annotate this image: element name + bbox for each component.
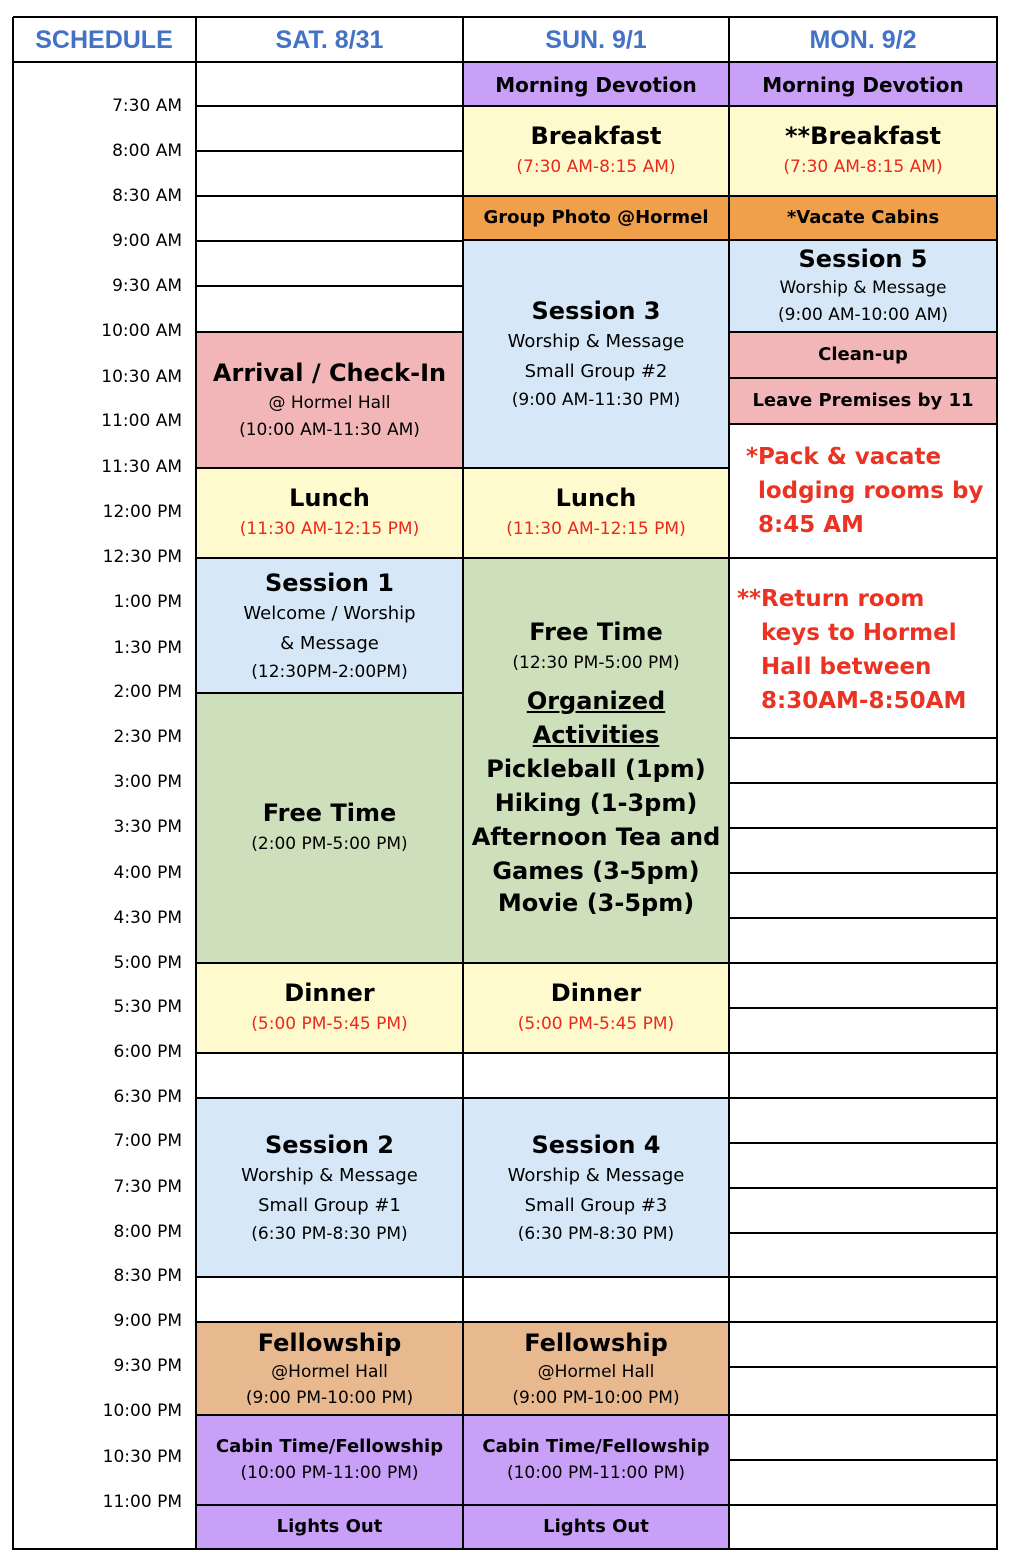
grid-line bbox=[729, 331, 997, 333]
time-label: 3:00 PM bbox=[113, 772, 182, 792]
grid-line bbox=[196, 557, 463, 559]
grid-line bbox=[463, 1097, 729, 1099]
grid-line bbox=[196, 150, 463, 152]
grid-line bbox=[729, 1459, 997, 1461]
sun-photo-block bbox=[463, 196, 729, 240]
sat-lunch-time: (11:30 AM-12:15 PM) bbox=[239, 519, 420, 539]
sat-session1-line2: & Message bbox=[280, 632, 379, 654]
sat-dinner-title: Dinner bbox=[284, 979, 375, 1007]
time-label: 11:00 AM bbox=[101, 411, 182, 431]
sat-cabin-block bbox=[196, 1415, 463, 1505]
sun-lights-title: Lights Out bbox=[543, 1516, 649, 1537]
sat-arrival-time: (10:00 AM-11:30 AM) bbox=[239, 420, 420, 440]
sun-dinner-block bbox=[463, 963, 729, 1053]
time-label: 6:00 PM bbox=[113, 1042, 182, 1062]
sun-breakfast-block bbox=[463, 106, 729, 196]
time-label: 4:30 PM bbox=[113, 908, 182, 928]
mon-session5-line1: Worship & Message bbox=[779, 278, 947, 298]
grid-line bbox=[729, 1366, 997, 1368]
sun-fellowship-time: (9:00 PM-10:00 PM) bbox=[512, 1387, 680, 1408]
mon-pack-note-line: *Pack & vacate bbox=[746, 444, 942, 470]
header-mon: MON. 9/2 bbox=[809, 26, 917, 54]
sun-dinner-time: (5:00 PM-5:45 PM) bbox=[517, 1014, 675, 1034]
time-label: 7:30 PM bbox=[113, 1177, 182, 1197]
grid-line bbox=[729, 1142, 997, 1144]
time-label: 1:30 PM bbox=[113, 638, 182, 658]
sun-devotion-block bbox=[463, 63, 729, 106]
sun-session4-time: (6:30 PM-8:30 PM) bbox=[517, 1223, 675, 1244]
grid-line bbox=[463, 1052, 729, 1054]
mon-leave-title: Leave Premises by 11 bbox=[752, 390, 974, 411]
time-label: 11:00 PM bbox=[102, 1492, 182, 1512]
sat-session2-title: Session 2 bbox=[265, 1130, 394, 1159]
sat-free-title: Free Time bbox=[262, 799, 397, 827]
sun-lunch-time: (11:30 AM-12:15 PM) bbox=[506, 519, 686, 539]
sun-fellowship-location: @Hormel Hall bbox=[537, 1361, 655, 1382]
grid-line bbox=[196, 285, 463, 287]
mon-keys-note-line: Hall between bbox=[761, 654, 932, 680]
sun-lunch-block bbox=[463, 468, 729, 558]
time-label: 12:30 PM bbox=[102, 547, 182, 567]
header-sat: SAT. 8/31 bbox=[275, 26, 384, 54]
time-label: 8:30 AM bbox=[112, 186, 182, 206]
sat-lunch-block bbox=[196, 468, 463, 558]
mon-keys-note-line: keys to Hormel bbox=[761, 620, 957, 646]
grid-line bbox=[196, 331, 463, 333]
grid-line bbox=[729, 557, 997, 559]
sun-breakfast-title: Breakfast bbox=[530, 122, 662, 150]
grid-line bbox=[729, 737, 997, 739]
mon-cleanup-block bbox=[729, 332, 997, 378]
sat-dinner-block bbox=[196, 963, 463, 1053]
mon-pack-note-line: 8:45 AM bbox=[758, 512, 864, 538]
mon-keys-note-line: 8:30AM-8:50AM bbox=[761, 688, 967, 714]
sun-activities-title: Organized Activities bbox=[526, 687, 666, 749]
grid-line bbox=[463, 105, 729, 107]
grid-line bbox=[463, 1414, 729, 1416]
grid-line bbox=[463, 557, 729, 559]
time-label: 9:30 PM bbox=[113, 1356, 182, 1376]
grid-line bbox=[196, 1321, 463, 1323]
sun-session3-time: (9:00 AM-11:30 PM) bbox=[511, 390, 681, 410]
time-label: 7:30 AM bbox=[112, 96, 182, 116]
time-label: 10:30 PM bbox=[102, 1447, 182, 1467]
grid-line bbox=[463, 962, 729, 964]
sat-session1-time: (12:30PM-2:00PM) bbox=[251, 661, 408, 682]
grid-line bbox=[196, 1052, 463, 1054]
time-label: 11:30 AM bbox=[101, 457, 182, 477]
grid-line bbox=[729, 1187, 997, 1189]
time-label: 2:00 PM bbox=[113, 682, 182, 702]
sat-lights-block bbox=[196, 1505, 463, 1549]
grid-line bbox=[196, 962, 463, 964]
grid-line bbox=[463, 467, 729, 469]
sun-session3-line1: Worship & Message bbox=[507, 331, 685, 352]
grid-line bbox=[729, 1232, 997, 1234]
sun-session4-line2: Small Group #3 bbox=[524, 1194, 668, 1216]
sat-free-time-block bbox=[196, 693, 463, 963]
sat-session2-line1: Worship & Message bbox=[241, 1164, 418, 1186]
grid-line bbox=[196, 1276, 463, 1278]
sun-session4-title: Session 4 bbox=[531, 1130, 661, 1159]
sat-session2-line2: Small Group #1 bbox=[258, 1194, 401, 1216]
sat-arrival-location: @ Hormel Hall bbox=[268, 393, 391, 413]
time-label: 9:00 PM bbox=[113, 1311, 182, 1331]
grid-line bbox=[729, 872, 997, 874]
sun-lunch-title: Lunch bbox=[555, 484, 637, 512]
sat-lights-title: Lights Out bbox=[276, 1516, 383, 1537]
sat-fellowship-block bbox=[196, 1322, 463, 1415]
sat-session2-block bbox=[196, 1098, 463, 1277]
time-label: 4:00 PM bbox=[113, 863, 182, 883]
sun-activity-item: Games (3-5pm) bbox=[492, 857, 700, 885]
grid-line bbox=[13, 1548, 998, 1550]
sun-activity-item: Movie (3-5pm) bbox=[497, 889, 695, 917]
sat-session1-title: Session 1 bbox=[265, 568, 394, 597]
grid-line bbox=[196, 1504, 463, 1506]
time-label: 5:00 PM bbox=[113, 953, 182, 973]
sun-dinner-title: Dinner bbox=[550, 979, 642, 1007]
time-label: 6:30 PM bbox=[113, 1087, 182, 1107]
grid-line bbox=[463, 195, 729, 197]
sun-activity-item: Pickleball (1pm) bbox=[486, 755, 706, 783]
sun-free-title: Free Time bbox=[529, 618, 663, 646]
time-label: 10:30 AM bbox=[101, 367, 182, 387]
grid-line bbox=[729, 782, 997, 784]
sat-cabin-time: (10:00 PM-11:00 PM) bbox=[240, 1463, 419, 1483]
grid-line bbox=[463, 1276, 729, 1278]
grid-line bbox=[196, 240, 463, 242]
grid-line bbox=[729, 1007, 997, 1009]
grid-line bbox=[196, 1414, 463, 1416]
grid-line bbox=[729, 105, 997, 107]
sat-lunch-title: Lunch bbox=[289, 484, 370, 512]
grid-line bbox=[12, 17, 14, 1550]
mon-breakfast-title: **Breakfast bbox=[784, 122, 942, 150]
sat-cabin-title: Cabin Time/Fellowship bbox=[215, 1436, 444, 1457]
grid-line bbox=[729, 827, 997, 829]
sun-session4-block bbox=[463, 1098, 729, 1277]
time-label: 1:00 PM bbox=[113, 592, 182, 612]
sun-free-time-block bbox=[463, 558, 729, 963]
grid-line bbox=[13, 61, 998, 63]
grid-line bbox=[729, 962, 997, 964]
mon-pack-note-line: lodging rooms by bbox=[758, 478, 984, 504]
grid-line bbox=[463, 1321, 729, 1323]
sat-session1-block bbox=[196, 558, 463, 693]
sun-fellowship-block bbox=[463, 1322, 729, 1415]
mon-session5-time: (9:00 AM-10:00 AM) bbox=[778, 305, 948, 325]
grid-line bbox=[729, 195, 997, 197]
grid-line bbox=[729, 1276, 997, 1278]
mon-devotion-block bbox=[729, 63, 997, 106]
time-label: 9:00 AM bbox=[112, 231, 182, 251]
grid-line bbox=[729, 239, 997, 241]
grid-line bbox=[196, 1097, 463, 1099]
mon-pack-note bbox=[746, 440, 983, 542]
sun-session3-line2: Small Group #2 bbox=[524, 361, 668, 382]
sun-activity-item: Afternoon Tea and bbox=[471, 823, 721, 851]
mon-session5-title: Session 5 bbox=[798, 245, 928, 273]
grid-line bbox=[463, 1504, 729, 1506]
sun-devotion-title: Morning Devotion bbox=[495, 72, 697, 97]
grid-line bbox=[729, 917, 997, 919]
sat-fellowship-time: (9:00 PM-10:00 PM) bbox=[245, 1387, 414, 1408]
mon-vacate-block bbox=[729, 196, 997, 240]
sun-session4-line1: Worship & Message bbox=[507, 1164, 685, 1186]
grid-line bbox=[196, 105, 463, 107]
sat-fellowship-title: Fellowship bbox=[257, 1328, 402, 1357]
grid-line bbox=[196, 195, 463, 197]
mon-cleanup-title: Clean-up bbox=[818, 344, 908, 365]
grid-line bbox=[463, 239, 729, 241]
sat-fellowship-location: @Hormel Hall bbox=[271, 1361, 388, 1382]
sat-dinner-time: (5:00 PM-5:45 PM) bbox=[251, 1014, 408, 1034]
sat-free-time: (2:00 PM-5:00 PM) bbox=[251, 834, 408, 854]
grid-line bbox=[729, 1097, 997, 1099]
sun-cabin-title: Cabin Time/Fellowship bbox=[482, 1436, 710, 1457]
sun-photo-title: Group Photo @Hormel bbox=[483, 207, 709, 228]
header-sun: SUN. 9/1 bbox=[545, 26, 647, 54]
sun-cabin-block bbox=[463, 1415, 729, 1505]
grid-line bbox=[13, 16, 998, 18]
sat-arrival-title: Arrival / Check-In bbox=[212, 359, 447, 387]
grid-line bbox=[729, 377, 997, 379]
sun-session3-block bbox=[463, 240, 729, 468]
sun-lights-block bbox=[463, 1505, 729, 1549]
sun-fellowship-title: Fellowship bbox=[524, 1328, 668, 1357]
sun-session3-title: Session 3 bbox=[531, 297, 661, 325]
time-label: 10:00 AM bbox=[101, 321, 182, 341]
grid-line bbox=[729, 1052, 997, 1054]
header-schedule: SCHEDULE bbox=[35, 26, 173, 54]
time-label: 12:00 PM bbox=[102, 502, 182, 522]
mon-breakfast-block bbox=[729, 106, 997, 196]
sun-activity-item: Hiking (1-3pm) bbox=[494, 789, 698, 817]
mon-vacate-title: *Vacate Cabins bbox=[786, 207, 940, 228]
time-label: 7:00 PM bbox=[113, 1131, 182, 1151]
mon-devotion-title: Morning Devotion bbox=[762, 72, 964, 97]
grid-line bbox=[196, 692, 463, 694]
sun-free-time: (12:30 PM-5:00 PM) bbox=[512, 653, 680, 673]
mon-leave-block bbox=[729, 378, 997, 424]
grid-line bbox=[729, 1504, 997, 1506]
mon-breakfast-time: (7:30 AM-8:15 AM) bbox=[783, 157, 943, 177]
time-label: 3:30 PM bbox=[113, 817, 182, 837]
time-label: 8:00 PM bbox=[113, 1222, 182, 1242]
time-label: 2:30 PM bbox=[113, 727, 182, 747]
mon-keys-note-line: **Return room bbox=[737, 586, 925, 612]
time-label: 8:00 AM bbox=[112, 141, 182, 161]
grid-line bbox=[729, 423, 997, 425]
mon-session5-block bbox=[729, 240, 997, 332]
time-label: 9:30 AM bbox=[112, 276, 182, 296]
time-label: 8:30 PM bbox=[113, 1266, 182, 1286]
mon-keys-note bbox=[737, 582, 966, 718]
time-label: 10:00 PM bbox=[102, 1401, 182, 1421]
grid-line bbox=[729, 1414, 997, 1416]
grid-line bbox=[729, 1321, 997, 1323]
sat-arrival-block bbox=[196, 332, 463, 468]
sun-breakfast-time: (7:30 AM-8:15 AM) bbox=[516, 157, 676, 177]
sat-session1-line1: Welcome / Worship bbox=[243, 602, 416, 624]
sun-cabin-time: (10:00 PM-11:00 PM) bbox=[506, 1463, 686, 1483]
grid-line bbox=[196, 467, 463, 469]
sat-session2-time: (6:30 PM-8:30 PM) bbox=[251, 1223, 408, 1244]
time-label: 5:30 PM bbox=[113, 997, 182, 1017]
